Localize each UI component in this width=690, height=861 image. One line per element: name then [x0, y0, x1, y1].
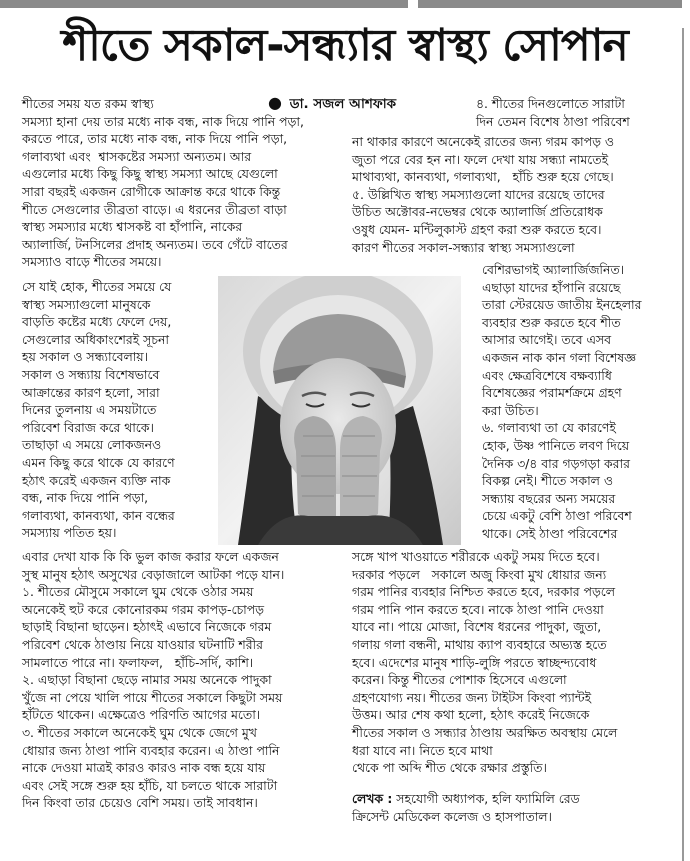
- article-title: শীতে সকাল-সন্ধ্যার স্বাস্থ্য সোপান: [62, 20, 628, 71]
- right-column-bottom: সঙ্গে খাপ খাওয়াতে শরীরকে একটু সময় দিতে হবে। দরকার পড়লে সকালে অজু কিংবা মুখ ধোয়ার জন্য গরম পানির ব্যবহার নিশ্চিত করতে হবে, দরকার পড়লে গরম পানি পান করতে হবে। নাকে ঠাণ্ডা পানি দেওয়া যাবে না। পায়ে মোজা, বিশেষ ধরনের পাদুকা, জুতা, গলায় গলা বন্ধনী, মাথায় ক্যাপ ব্যবহারে অভ্যস্ত হতে হবে। এদেশের মানুষ শাড়ি-লুঙ্গি পরতে স্বাচ্ছন্দ্যবোধ করেন। কিন্তু শীতের পোশাক হিসেবে এগুলো গ্রহণযোগ্য নয়। শীতের জন্য টাইটস কিংবা প্যান্টই উত্তম। আর শেষ কথা হলো, হঠাৎ করেই নিজেকে শীতের সকাল ও সন্ধ্যার ঠাণ্ডায় অরক্ষিত অবস্থায় মেলে ধরা যাবে না। নিতে হবে মাথা থেকে পা অব্দি শীত থেকে রক্ষার প্রস্তুতি।: [352, 549, 618, 776]
- top-rule-left: [0, 0, 408, 8]
- left-column-tips: এবার দেখা যাক কি কি ভুল কাজ করার ফলে একজন সুস্থ মানুষ হঠাৎ অসুখের বেড়াজালে আটকা পড়ে যান। ১. শীতের মৌসুমে সকালে ঘুম থেকে ওঠার সময় অনেকেই হুট করে কোনোরকম গরম কাপড়-চোপড় ছাড়াই বিছানা ছাড়েন। হঠাৎই এভাবে নিজেকে গরম পরিবেশ থেকে ঠাণ্ডায় নিয়ে যাওয়ার ঘটনাটি শরীর সামলাতে পারে না। ফলাফল, হাঁচি-সর্দি, কাশি। ২. এছাড়া বিছানা ছেড়ে নামার সময় অনেকে পাদুকা খুঁজে না পেয়ে খালি পায়ে শীতের সকালে কিছুটা সময় হাঁটতে থাকেন। এক্ষেত্রেও পরিণতি আগের মতো। ৩. শীতের সকালে অনেকেই ঘুম থেকে জেগে মুখ ধোয়ার জন্য ঠাণ্ডা পানি ব্যবহার করেন। এ ঠাণ্ডা পানি নাকে দেওয়া মাত্রই কারও কারও নাক বন্ধ হয়ে যায় এবং সেই সঙ্গে শুরু হয় হাঁচি, যা চলতে থাকে সারাটা দিন কিংবা তার চেয়েও বেশি সময়। তাই সাবধান।: [22, 549, 285, 811]
- right-column-item4-head: ৪. শীতের দিনগুলোতে সারাটা দিন তেমন বিশেষ ঠাণ্ডা পরিবেশ: [476, 96, 630, 129]
- author-credit: [352, 790, 580, 825]
- left-column-wrapped-text: সে যাই হোক, শীতের সময়ে যে স্বাস্থ্য সমস্যাগুলো মানুষকে বাড়তি কষ্টের মধ্যে ফেলে দেয়, সেগুলোর অধিকাংশেরই সূচনা হয় সকাল ও সন্ধ্যাবেলায়। সকাল ও সন্ধ্যায় বিশেষভাবে আক্রান্তের কারণ হলো, সারা দিনের তুলনায় এ সময়টাতে পরিবেশ বিরাজ করে থাকে। তাছাড়া এ সময়ে লোকজনও এমন কিছু করে থাকে যে কারণে হঠাৎ করেই একজন ব্যক্তি নাক বন্ধ, নাক দিয়ে পানি পড়া, গলাব্যথা, কানব্যথা, কান বন্ধের সমস্যায় পতিত হয়।: [22, 279, 175, 541]
- photo-illustration: [218, 276, 461, 545]
- right-column-wrapped-text: বেশিরভাগই অ্যালার্জিজনিত। এছাড়া যাদের হাঁপানি রয়েছে তারা স্টেরয়েড জাতীয় ইনহেলার ব্যবহার শুরু করতে হবে শীত আসার আগেই। তবে এসব একজন নাক কান গলা বিশেষজ্ঞ এবং ক্ষেত্রবিশেষে বক্ষব্যাধি বিশেষজ্ঞের পরামর্শক্রমে গ্রহণ করা উচিত। ৬. গলাব্যথা তা যে কারণেই হোক, উষ্ণ পানিতে লবণ দিয়ে দৈনিক ৩/৪ বার গড়গড়া করার বিকল্প নেই। শীতে সকাল ও সন্ধ্যায় বছরের অন্য সময়ের চেয়ে একটু বেশি ঠাণ্ডা পরিবেশ থাকে। সেই ঠাণ্ডা পরিবেশের: [482, 262, 642, 541]
- article-photo-woman-in-winter-hood: [218, 276, 461, 545]
- right-column-top: না থাকার কারণে অনেকেই রাতের জন্য গরম কাপড় ও জুতা পরে বের হন না। ফলে দেখা যায় সন্ধ্যা নামতেই মাথাব্যথা, কানব্যথা, গলাব্যথা, হাঁচি শুরু হয়ে গেছে। ৫. উল্লিখিত স্বাস্থ্য সমস্যাগুলো যাদের রয়েছে তাদের উচিত অক্টোবর-নভেম্বর থেকে অ্যালার্জি প্রতিরোধক ওষুধ যেমন- মন্টিলুকাস্ট গ্রহণ করা শুরু করতে হবে। কারণ শীতের সকাল-সন্ধ্যার স্বাস্থ্য সমস্যাগুলো: [352, 134, 614, 255]
- bullet-icon: ●: [268, 93, 282, 112]
- author-name: ডা. সজল আশফাক: [289, 96, 397, 112]
- credit-text: সহযোগী অধ্যাপক, হলি ফ্যামিলি রেড ক্রিসেন্ট মেডিকেল কলেজ ও হাসপাতাল।: [352, 791, 580, 824]
- page-right-edge: [682, 28, 684, 861]
- top-rule-right: [418, 0, 682, 8]
- left-column-intro: শীতের সময় যত রকম স্বাস্থ্য সমস্যা হানা দেয় তার মধ্যে নাক বন্ধ, নাক দিয়ে পানি পড়া, করতে পারে, তার মধ্যে নাক বন্ধ, নাক দিয়ে পানি পড়া, গলাব্যথা এবং শ্বাসকষ্টের সমস্যা অন্যতম। আর এগুলোর মধ্যে কিছু কিছু স্বাস্থ্য সমস্যা আছে যেগুলো সারা বছরই একজন রোগীকে আক্রান্ত করে থাকে কিন্তু শীতে সেগুলোর তীব্রতা বাড়ে। এ ধরনের তীব্রতা বাড়া স্বাস্থ্য সমস্যার মধ্যে শ্বাসকষ্ট বা হাঁপানি, নাকের অ্যালার্জি, টনসিলের প্রদাহ অন্যতম। তবে গেঁটে বাতের সমস্যাও বাড়ে শীতের সময়ে।: [22, 96, 304, 270]
- credit-label: লেখক :: [352, 791, 393, 806]
